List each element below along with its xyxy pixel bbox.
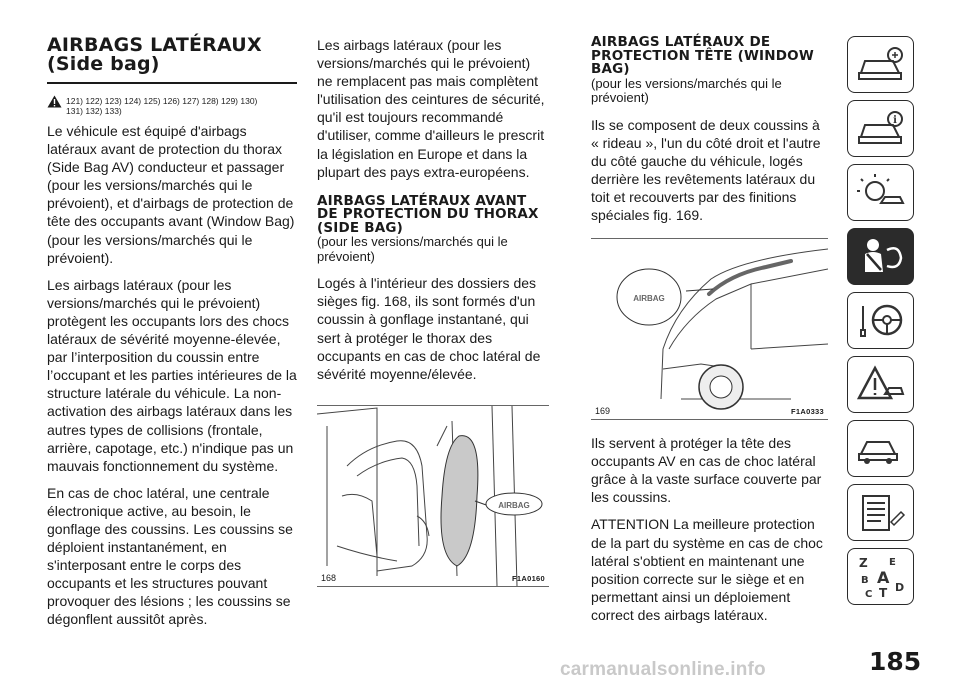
tab-dashboard[interactable] [847, 100, 914, 157]
car-info-icon [855, 45, 907, 85]
svg-text:i: i [892, 114, 897, 126]
figure-code: F1A0160 [512, 573, 545, 583]
column-1 [47, 36, 297, 638]
alphabetical-index-icon [855, 555, 907, 599]
paragraph: Les airbags latéraux (pour les versions/marchés qui le prévoient) ne remplacent pas mais complètent l'utilisation des ceintures de sécurité, qu'il est toujours recommandé d'utiliser, comme d'ailleurs le prescrit la législation en Europe et dans la plupart des pays extra-européens. [317, 37, 545, 180]
paragraph: Logés à l'intérieur des dossiers des sièges fig. 168, ils sont formés d'un coussin à gonflage instantané, qui sert à protéger le thorax des occupants en cas de choc latéral de sévérité moyenne/élevée. [317, 275, 541, 382]
specifications-list-icon [855, 492, 907, 534]
section-note: (pour les versions/marchés qui le prévoient) [317, 234, 508, 264]
figure-code: F1A0333 [791, 407, 824, 417]
steering-wheel-icon [855, 300, 907, 342]
section-title-side-bag: AIRBAGS LATÉRAUX (Side bag) [47, 34, 262, 75]
figure-number: 169 [595, 406, 611, 417]
airbag-seatbelt-icon [855, 236, 907, 278]
title-underline [47, 82, 297, 84]
seat-airbag-illustration [317, 406, 549, 586]
tab-starting-driving[interactable] [847, 292, 914, 349]
warning-triangle-icon [47, 95, 62, 108]
figure-168 [317, 405, 549, 587]
section-note: (pour les versions/marchés qui le prévoient) [591, 75, 782, 105]
index-letter: E [888, 556, 896, 568]
tab-index[interactable] [847, 548, 914, 605]
section-title-thorax-bag: AIRBAGS LATÉRAUX AVANT DE PROTECTION DU THORAX (SIDE BAG) [317, 192, 539, 236]
figure-169 [591, 238, 828, 420]
paragraph: ATTENTION La meilleure protection de la part du système en cas de choc latéral s'obtient en maintenant une position correcte sur le siège et en permettant ainsi un déploiement correct des airbags latéraux. [591, 516, 823, 623]
watermark: carmanualsonline.info [560, 659, 766, 680]
tab-safety[interactable] [847, 228, 914, 285]
paragraph: Ils servent à protéger la tête des occupants AV en cas de choc latéral grâce à la vaste surface couverte par les coussins. [591, 435, 822, 506]
paragraph: En cas de choc latéral, une centrale électronique active, au besoin, le gonflage des coussins. Les coussins se déploient instantanément, en s'interposant entre le corps des occupants et les structures pouvant provoquer des lésions ; les coussins se dégonflent aussitôt après. [47, 484, 293, 628]
tab-technical-specifications[interactable] [847, 484, 914, 541]
index-letter: B [860, 574, 869, 586]
index-letter: T [878, 585, 887, 599]
warning-lights-icon [855, 173, 907, 213]
tab-servicing-care[interactable] [847, 420, 914, 477]
car-maintenance-icon [855, 428, 907, 470]
chapter-tabs [847, 36, 917, 612]
index-letter: D [894, 580, 904, 594]
section-title-window-bag: AIRBAGS LATÉRAUX DE PROTECTION TÊTE (WINDOW BAG) [591, 34, 814, 77]
index-letter: C [864, 588, 872, 599]
paragraph: Le véhicule est équipé d'airbags latéraux avant de protection du thorax (Side Bag AV) conducteur et passager (pour les versions/marchés qui le prévoient), et d'airbags de protection de tête des occupants avant (Window Bag) (pour les versions/marchés qui le prévoient). [47, 123, 295, 266]
index-letter: A [876, 567, 889, 587]
paragraph: Les airbags latéraux (pour les versions/marchés qui le prévoient) protègent les occupants lors des chocs latéraux de sévérité moyenne-élevée, par l’interposition du coussin entre l’occupant et les parties intérieures de la structure latérale du véhicule. La non-activation des airbags latéraux dans les autres types de collisions (frontale, arrière, capotage, etc.) n'indique pas un mauvais fonctionnement du système. [47, 276, 297, 474]
roadside-warning-icon [855, 364, 907, 406]
index-letter: Z [858, 555, 868, 570]
column-3 [591, 36, 828, 633]
reference-numbers: 121) 122) 123) 124) 125) 126) 127) 128) 129) 130) 131) 132) 133) [66, 96, 258, 116]
tab-vehicle-knowledge[interactable] [847, 36, 914, 93]
airbag-label: AIRBAG [633, 294, 665, 304]
paragraph: Ils se composent de deux coussins à « rideau », l'un du côté droit et l'autre du côté gauche du véhicule, logés derrière les revêtements latéraux du toit et recouverts par des finitions spéciales fig. 169. [591, 116, 821, 223]
column-2 [317, 36, 549, 587]
car-info-i-icon [855, 109, 907, 149]
tab-warning-lights[interactable] [847, 164, 914, 221]
figure-number: 168 [321, 572, 337, 583]
page-number: 185 [869, 647, 922, 676]
van-window-airbag-illustration [591, 239, 828, 419]
airbag-label: AIRBAG [498, 500, 530, 510]
tab-in-an-emergency[interactable] [847, 356, 914, 413]
warning-references [47, 96, 297, 116]
